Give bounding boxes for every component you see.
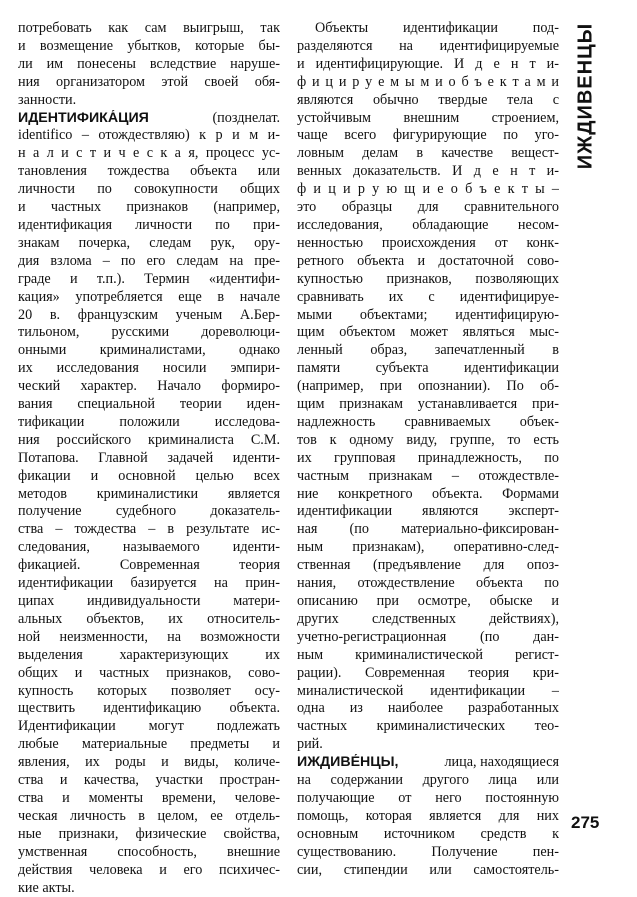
text-line: ния российского криминалиста С.М. [18, 432, 280, 450]
left-column [18, 20, 280, 897]
text-line: ным криминалистической регист- [297, 647, 559, 665]
text-line: (например, при опознании). По об- [297, 378, 559, 396]
text-line: знакам почерка, следам рук, ору- [18, 235, 280, 253]
text-line: мыми объектами; идентифицирую- [297, 307, 559, 325]
text-line: тановления тождества объекта или [18, 163, 280, 181]
text-line: памяти субъекта идентификации [297, 360, 559, 378]
text-line: их исследования носили эмпири- [18, 360, 280, 378]
text-line: идентификации базируется на прин- [18, 575, 280, 593]
text-line: получающие от него постоянную [297, 790, 559, 808]
text-line: граде и т.п.). Термин «идентифи- [18, 271, 280, 289]
text-line: кие акты. [18, 880, 280, 897]
text-line: ф и ц и р у ю щ и е о б ъ е к т ы – [297, 181, 559, 199]
text-line: и возмещение убытков, которые бы- [18, 38, 280, 56]
text-line: сравнивать их с идентифицируе- [297, 289, 559, 307]
text-line: устойчивым внешним строением, [297, 110, 559, 128]
running-head-text: ИЖДИВЕНЦЫ [575, 23, 598, 170]
text-line: действия человека и его психичес- [18, 862, 280, 880]
text-line: ства – тождества – в результате ис- [18, 521, 280, 539]
text-line: помощь, которая является для них [297, 808, 559, 826]
text-line: ным признакам), оперативно-след- [297, 539, 559, 557]
text-line: купность которых позволяет осу- [18, 683, 280, 701]
text-line: ческий характер. Начало формиро- [18, 378, 280, 396]
text-line: альных объектов, их относитель- [18, 611, 280, 629]
text-line: общих и частных признаков, сово- [18, 665, 280, 683]
entry-first-line [18, 110, 280, 128]
text-line: явления, их роды и виды, количе- [18, 754, 280, 772]
entry-headword: ИЖДИВЕ́НЦЫ, [297, 754, 398, 772]
text-line: щим признакам устанавливается при- [297, 396, 559, 414]
text-line: миналистической идентификации – [297, 683, 559, 701]
text-line: идентификации являются эксперт- [297, 503, 559, 521]
entry-dependents [297, 754, 559, 879]
text-line: тификации положили исследова- [18, 414, 280, 432]
text-line: методов криминалистики является [18, 486, 280, 504]
text-line: занности. [18, 92, 280, 110]
entry-identification-continued-body [297, 38, 559, 754]
text-line: получение судебного доказатель- [18, 503, 280, 521]
entry-headword: ИДЕНТИФИКА́ЦИЯ [18, 110, 149, 128]
text-line: ли им понесены вследствие наруше- [18, 56, 280, 74]
text-line: дия взлома – по его следам на пре- [18, 253, 280, 271]
text-line: ленный образ, запечатленный в [297, 342, 559, 360]
text-line: рации). Современная теория кри- [297, 665, 559, 683]
text-line: кация» употребляется еще в начале [18, 289, 280, 307]
text-line: и идентифицирующие. И д е н т и- [297, 56, 559, 74]
text-line: тов к одному виду, группе, то есть [297, 432, 559, 450]
text-line: вания специальной теории иден- [18, 396, 280, 414]
text-line: ческая личность в целом, ее отдель- [18, 808, 280, 826]
text-line: потребовать как сам выигрыш, так [18, 20, 280, 38]
text-line: Объекты идентификации под- [297, 20, 559, 38]
page-number: 275 [571, 813, 599, 833]
text-line: онными криминалистами, однако [18, 342, 280, 360]
text-line: являются обычно твердые тела с [297, 92, 559, 110]
text-line: фикацией. Современная теория [18, 557, 280, 575]
text-line: фикации и основной целью всех [18, 468, 280, 486]
text-line: ществить идентификацию объекта. [18, 700, 280, 718]
text-line: это образцы для сравнительного [297, 199, 559, 217]
text-line: и частных признаков (например, [18, 199, 280, 217]
text-line: умственная способность, внешние [18, 844, 280, 862]
text-line: венных доказательств. И д е н т и- [297, 163, 559, 181]
text-line: одна из наиболее разработанных [297, 700, 559, 718]
text-line: личности по совокупности общих [18, 181, 280, 199]
text-line: купностью признаков, позволяющих [297, 271, 559, 289]
text-line: исследования, обладающие несом- [297, 217, 559, 235]
text-line: ственная (предъявление для опоз- [297, 557, 559, 575]
text-line: тильоном, русскими дореволюци- [18, 324, 280, 342]
text-line: учетно-регистрационная (по дан- [297, 629, 559, 647]
text-line: на содержании другого лица или [297, 772, 559, 790]
text-line: идентификация личности по при- [18, 217, 280, 235]
text-line: разделяются на идентифицируемые [297, 38, 559, 56]
entry-first-line [297, 754, 559, 772]
text-line: следования, называемого иденти- [18, 539, 280, 557]
text-line: надлежность сравниваемых объек- [297, 414, 559, 432]
text-line: ненностью происхождения от конк- [297, 235, 559, 253]
entry-first-text: лица, находящиеся [444, 754, 559, 772]
entry-etymology: (позднелат. [212, 110, 280, 128]
text-line: других следственных действиях), [297, 611, 559, 629]
text-line: чаще всего фигурирующие по уго- [297, 127, 559, 145]
intro-paragraph [18, 20, 280, 110]
running-head [564, 6, 608, 186]
text-line: любые материальные предметы и [18, 736, 280, 754]
text-line: нания, отождествление объекта по [297, 575, 559, 593]
text-line: рий. [297, 736, 559, 754]
text-line: существованию. Получение пен- [297, 844, 559, 862]
text-line: ства и качества, участки простран- [18, 772, 280, 790]
text-line: щим объектом может являться мыс- [297, 324, 559, 342]
text-line: Потапова. Главной задачей иденти- [18, 450, 280, 468]
text-line: ства и моменты времени, челове- [18, 790, 280, 808]
text-line: частных криминалистических тео- [297, 718, 559, 736]
entry-identification-continued [297, 20, 559, 38]
text-line: ние конкретного объекта. Формами [297, 486, 559, 504]
text-line: описанию при осмотре, обыске и [297, 593, 559, 611]
text-line: ной неизменности, на возможности [18, 629, 280, 647]
text-line: ная (по материально-фиксирован- [297, 521, 559, 539]
entry-identification [18, 110, 280, 897]
text-line: ф и ц и р у е м ы м и о б ъ е к т а м и [297, 74, 559, 92]
text-line: ципах индивидуальности матери- [18, 593, 280, 611]
right-column [297, 20, 559, 880]
text-line: их групповая принадлежность, по [297, 450, 559, 468]
text-line: ретного объекта и достаточной сово- [297, 253, 559, 271]
text-line: основным источником средств к [297, 826, 559, 844]
text-line: 20 в. французским ученым А.Бер- [18, 307, 280, 325]
text-line: сии, стипендии или самостоятель- [297, 862, 559, 880]
text-line: выделения характеризующих их [18, 647, 280, 665]
text-line: частным признакам – отождествле- [297, 468, 559, 486]
text-line: identifico – отождествляю) к р и м и- [18, 127, 280, 145]
text-line: Идентификации могут подлежать [18, 718, 280, 736]
text-line: н а л и с т и ч е с к а я, процесс ус- [18, 145, 280, 163]
text-line: ловным делам в качестве вещест- [297, 145, 559, 163]
text-line: ные признаки, физические свойства, [18, 826, 280, 844]
text-line: ния организатором этой своей обя- [18, 74, 280, 92]
